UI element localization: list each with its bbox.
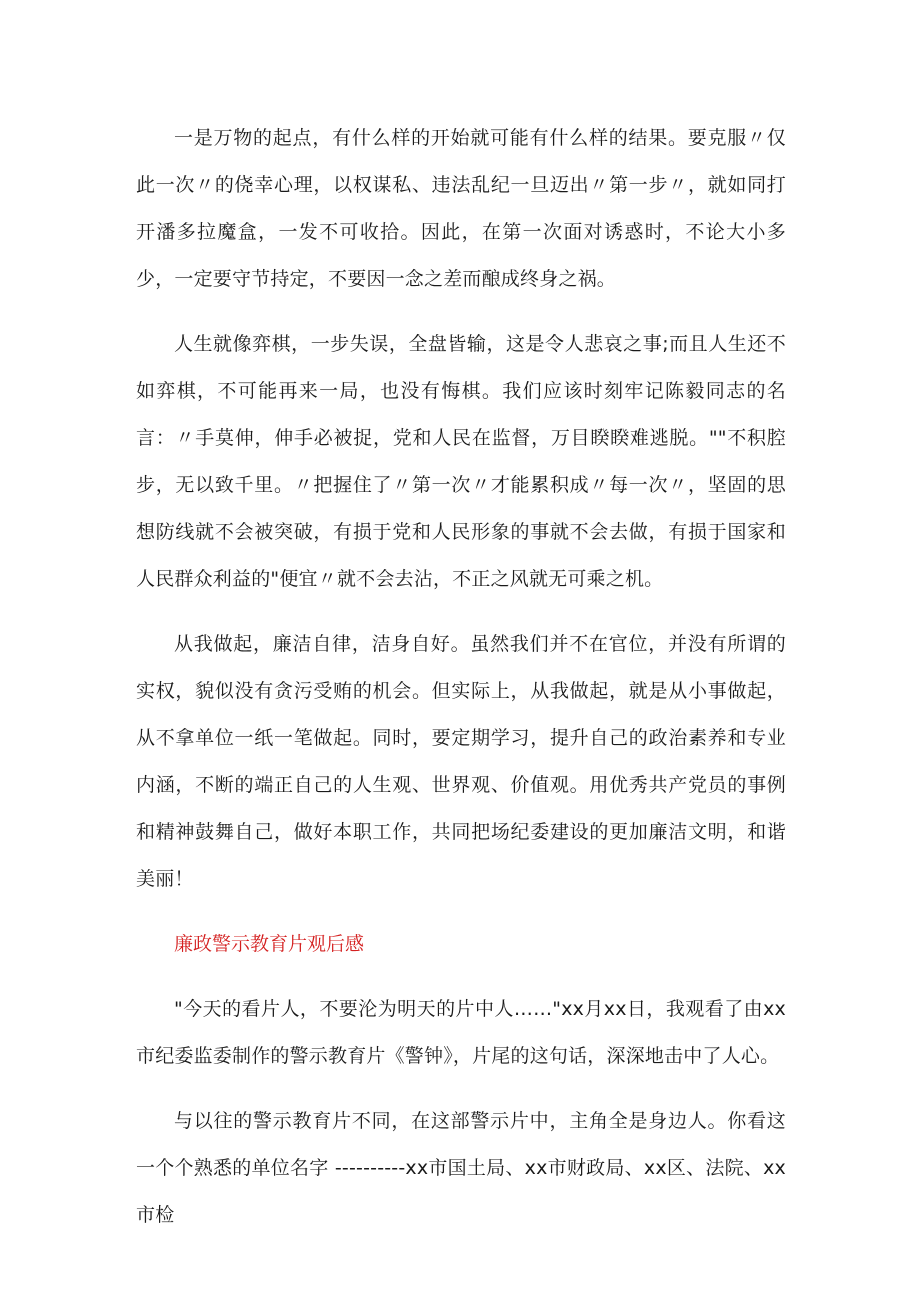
paragraph-film-quote: "今天的看片人，不要沦为明天的片中人……"xx月xx日，我观看了由xx市纪委监委制作的警示教育片《警钟》，片尾的这句话，深深地击中了人心。: [136, 998, 786, 1067]
paragraph-first-step: 一是万物的起点，有什么样的开始就可能有什么样的结果。要克服〃仅此一次〃的侥幸心理，以权谋私、违法乱纪一旦迈出〃第一步〃，就如同打开潘多拉魔盒，一发不可收拾。因此，在第一次面对诱惑时，不论大小多少，一定要守节持定，不要因一念之差而酿成终身之祸。: [136, 127, 786, 290]
section-title: 廉政警示教育片观后感: [174, 933, 365, 955]
paragraph-chess-metaphor: 人生就像弈棋，一步失误，全盘皆输，这是令人悲哀之事;而且人生还不如弈棋，不可能再来一局，也没有悔棋。我们应该时刻牢记陈毅同志的名言：〃手莫伸，伸手必被捉，党和人民在监督，万目睽睽难逃脱。""不积腔步，无以致千里。〃把握住了〃第一次〃才能累积成〃每一次〃，坚固的思想防线就不会被突破，有损于党和人民形象的事就不会去做，有损于国家和人民群众利益的"便宜〃就不会去沾，不正之风就无可乘之机。: [136, 333, 786, 590]
document-page: [136, 115, 786, 1257]
paragraph-start-with-me: 从我做起，廉洁自律，洁身自好。虽然我们并不在官位，并没有所谓的实权，貌似没有贪污受贿的机会。但实际上，从我做起，就是从小事做起，从不拿单位一纸一笔做起。同时，要定期学习，提升自己的政治素养和专业内涵，不断的端正自己的人生观、世界观、价值观。用优秀共产党员的事例和精神鼓舞自己，做好本职工作，共同把场纪委建设的更加廉洁文明，和谐美丽！: [136, 633, 786, 890]
paragraph-familiar-units: 与以往的警示教育片不同，在这部警示片中，主角全是身边人。你看这一个个熟悉的单位名字 ----------xx市国土局、xx市财政局、xx区、法院、xx市检: [136, 1110, 786, 1226]
